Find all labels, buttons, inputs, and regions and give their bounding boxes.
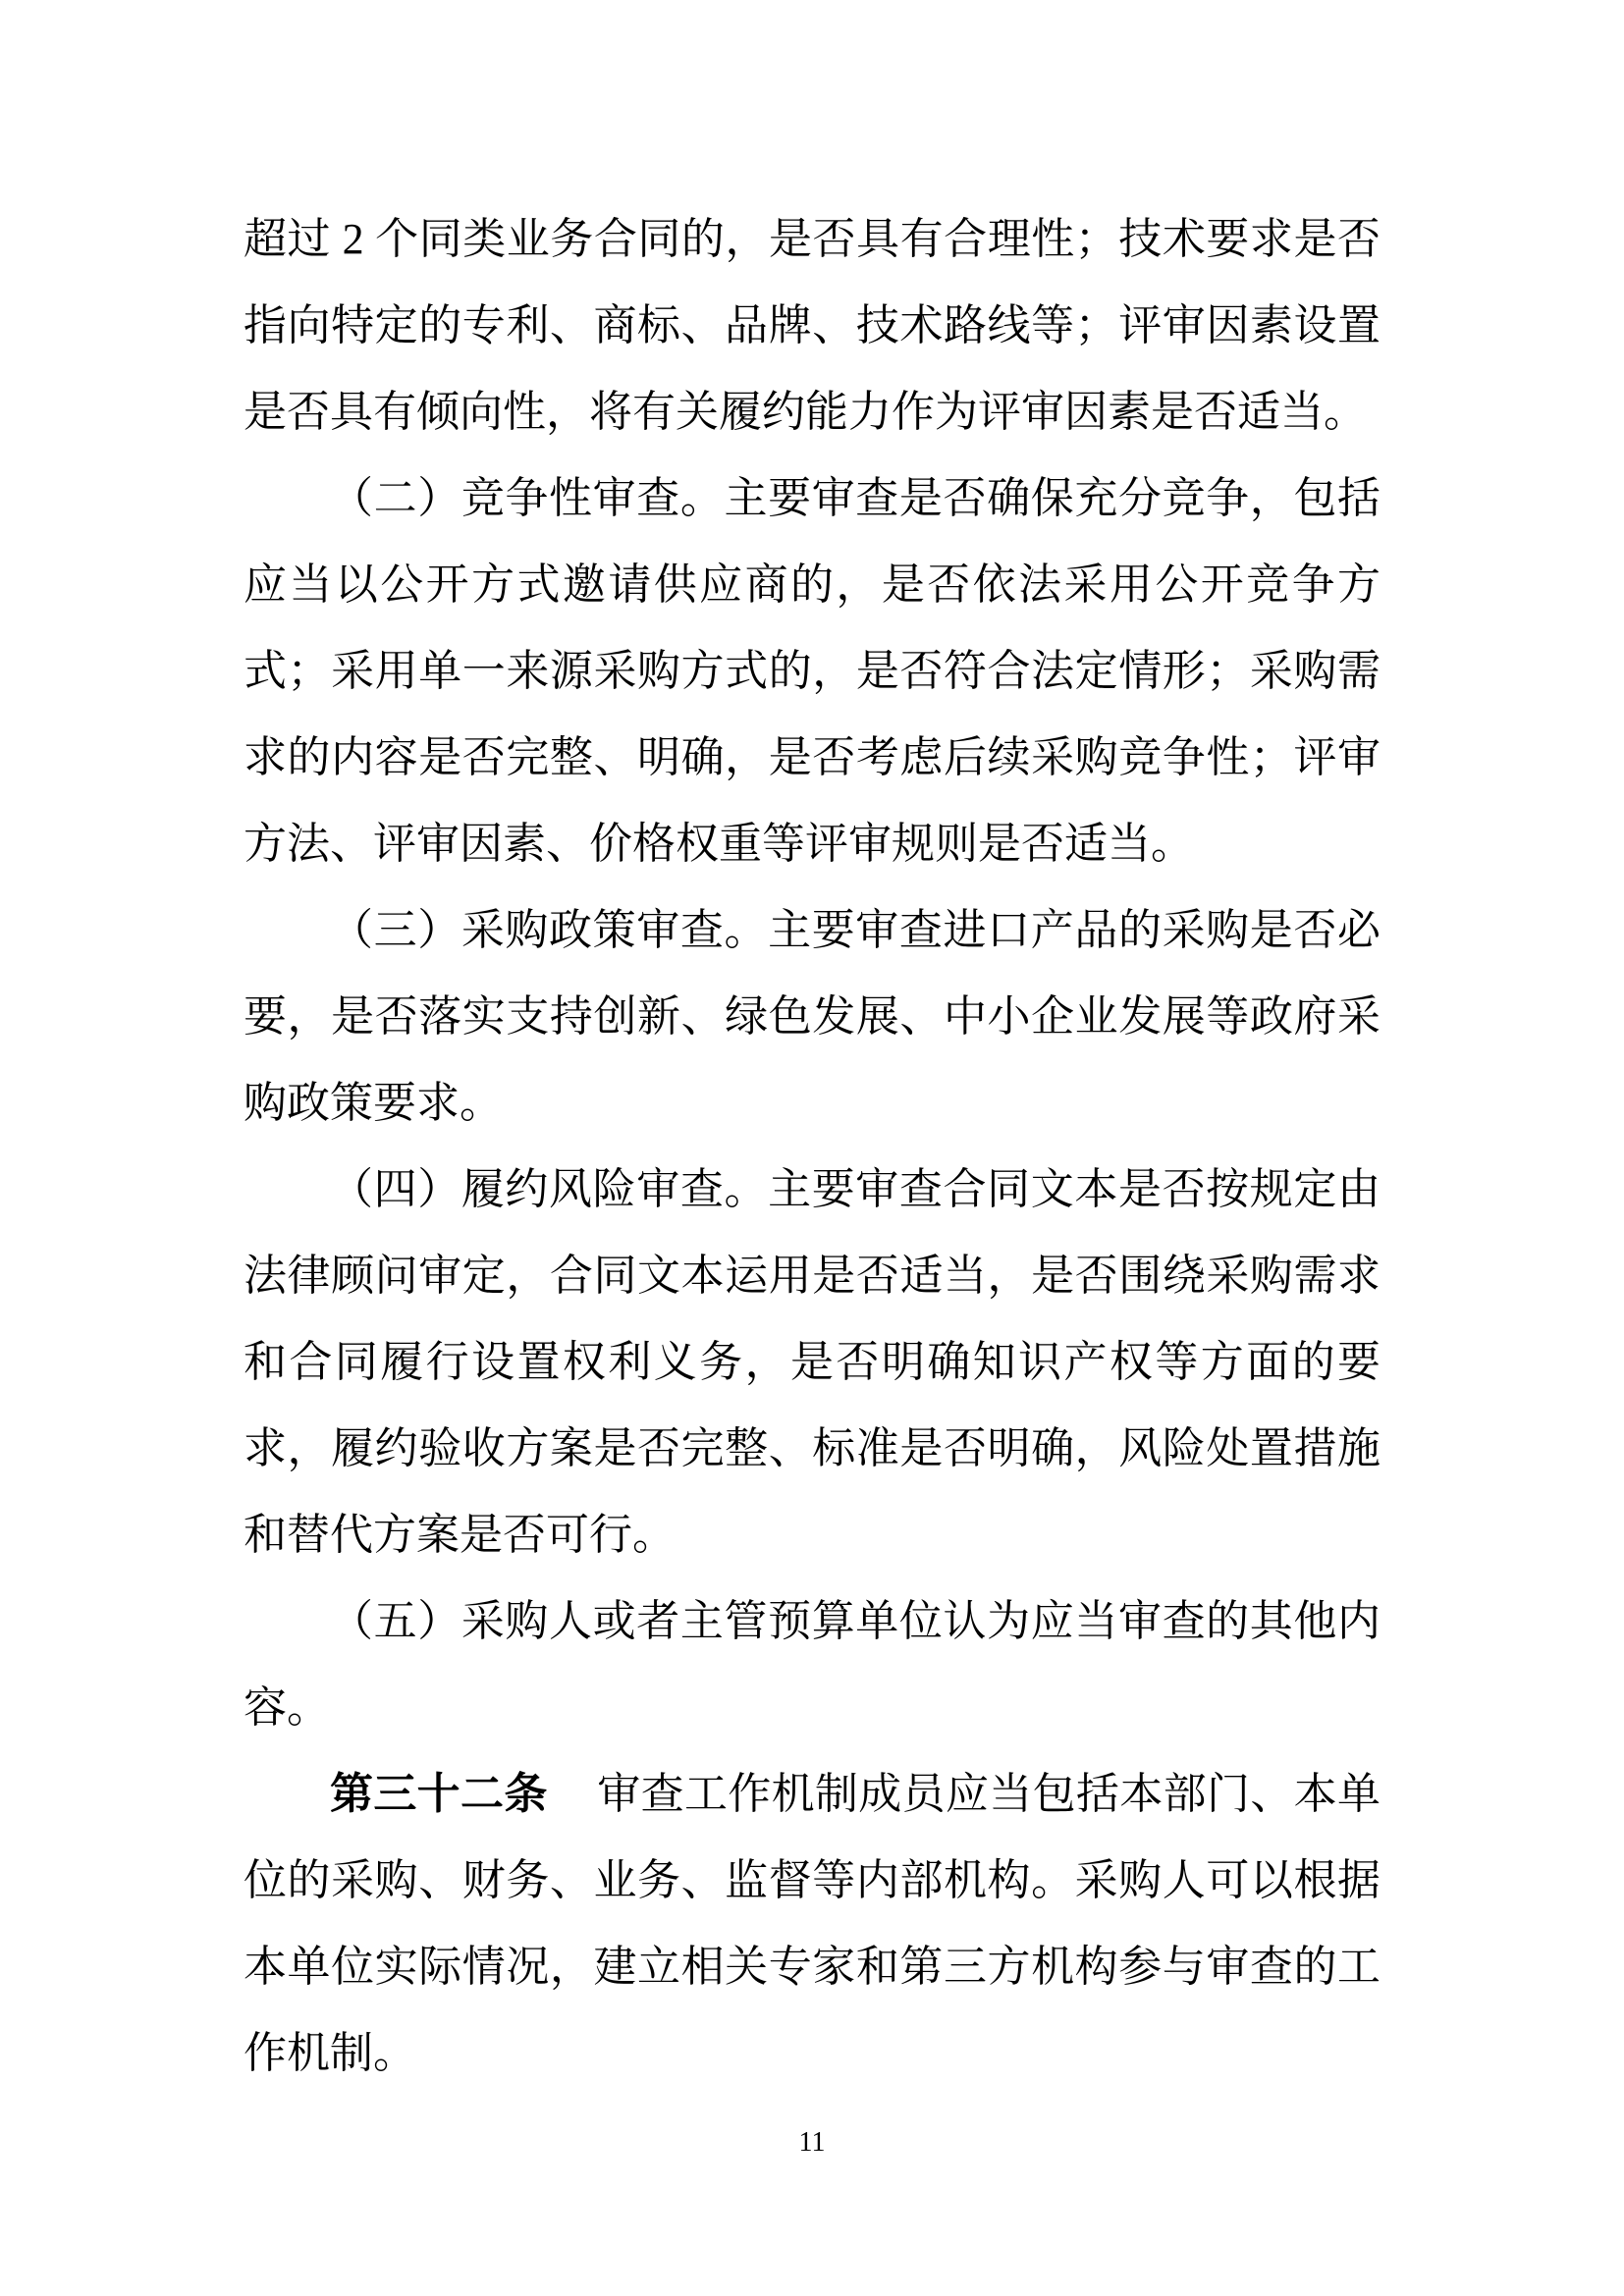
paragraph-text: 超过 2 个同类业务合同的，是否具有合理性；技术要求是否指向特定的专利、商标、品牌、技术路线等；评审因素设置是否具有倾向性，将有关履约能力作为评审因素是否适当。 <box>244 215 1380 436</box>
body-text <box>244 196 1380 2097</box>
paragraph <box>244 887 1380 1147</box>
page-number: 11 <box>798 2127 826 2158</box>
paragraph <box>244 455 1380 887</box>
paragraph-text: （二）竞争性审查。主要审查是否确保充分竞争，包括应当以公开方式邀请供应商的，是否依法采用公开竞争方式；采用单一来源采购方式的，是否符合法定情形；采购需求的内容是否完整、明确，是否考虑后续采购竞争性；评审方法、评审因素、价格权重等评审规则是否适当。 <box>244 474 1380 868</box>
article-number: 第三十二条 <box>330 1770 548 1818</box>
paragraph-text: （五）采购人或者主管预算单位认为应当审查的其他内容。 <box>244 1597 1380 1732</box>
paragraph-text: （四）履约风险审查。主要审查合同文本是否按规定由法律顾问审定，合同文本运用是否适当，是否围绕采购需求和合同履行设置权利义务，是否明确知识产权等方面的要求，履约验收方案是否完整、标准是否明确，风险处置措施和替代方案是否可行。 <box>244 1165 1380 1559</box>
paragraph-text: （三）采购政策审查。主要审查进口产品的采购是否必要，是否落实支持创新、绿色发展、中小企业发展等政府采购政策要求。 <box>244 906 1380 1127</box>
paragraph <box>244 1147 1380 1578</box>
paragraph <box>244 1751 1380 2097</box>
paragraph <box>244 196 1380 455</box>
paragraph-text: 审查工作机制成员应当包括本部门、本单位的采购、财务、业务、监督等内部机构。采购人可以根据本单位实际情况，建立相关专家和第三方机构参与审查的工作机制。 <box>244 1770 1381 2077</box>
paragraph <box>244 1578 1380 1751</box>
